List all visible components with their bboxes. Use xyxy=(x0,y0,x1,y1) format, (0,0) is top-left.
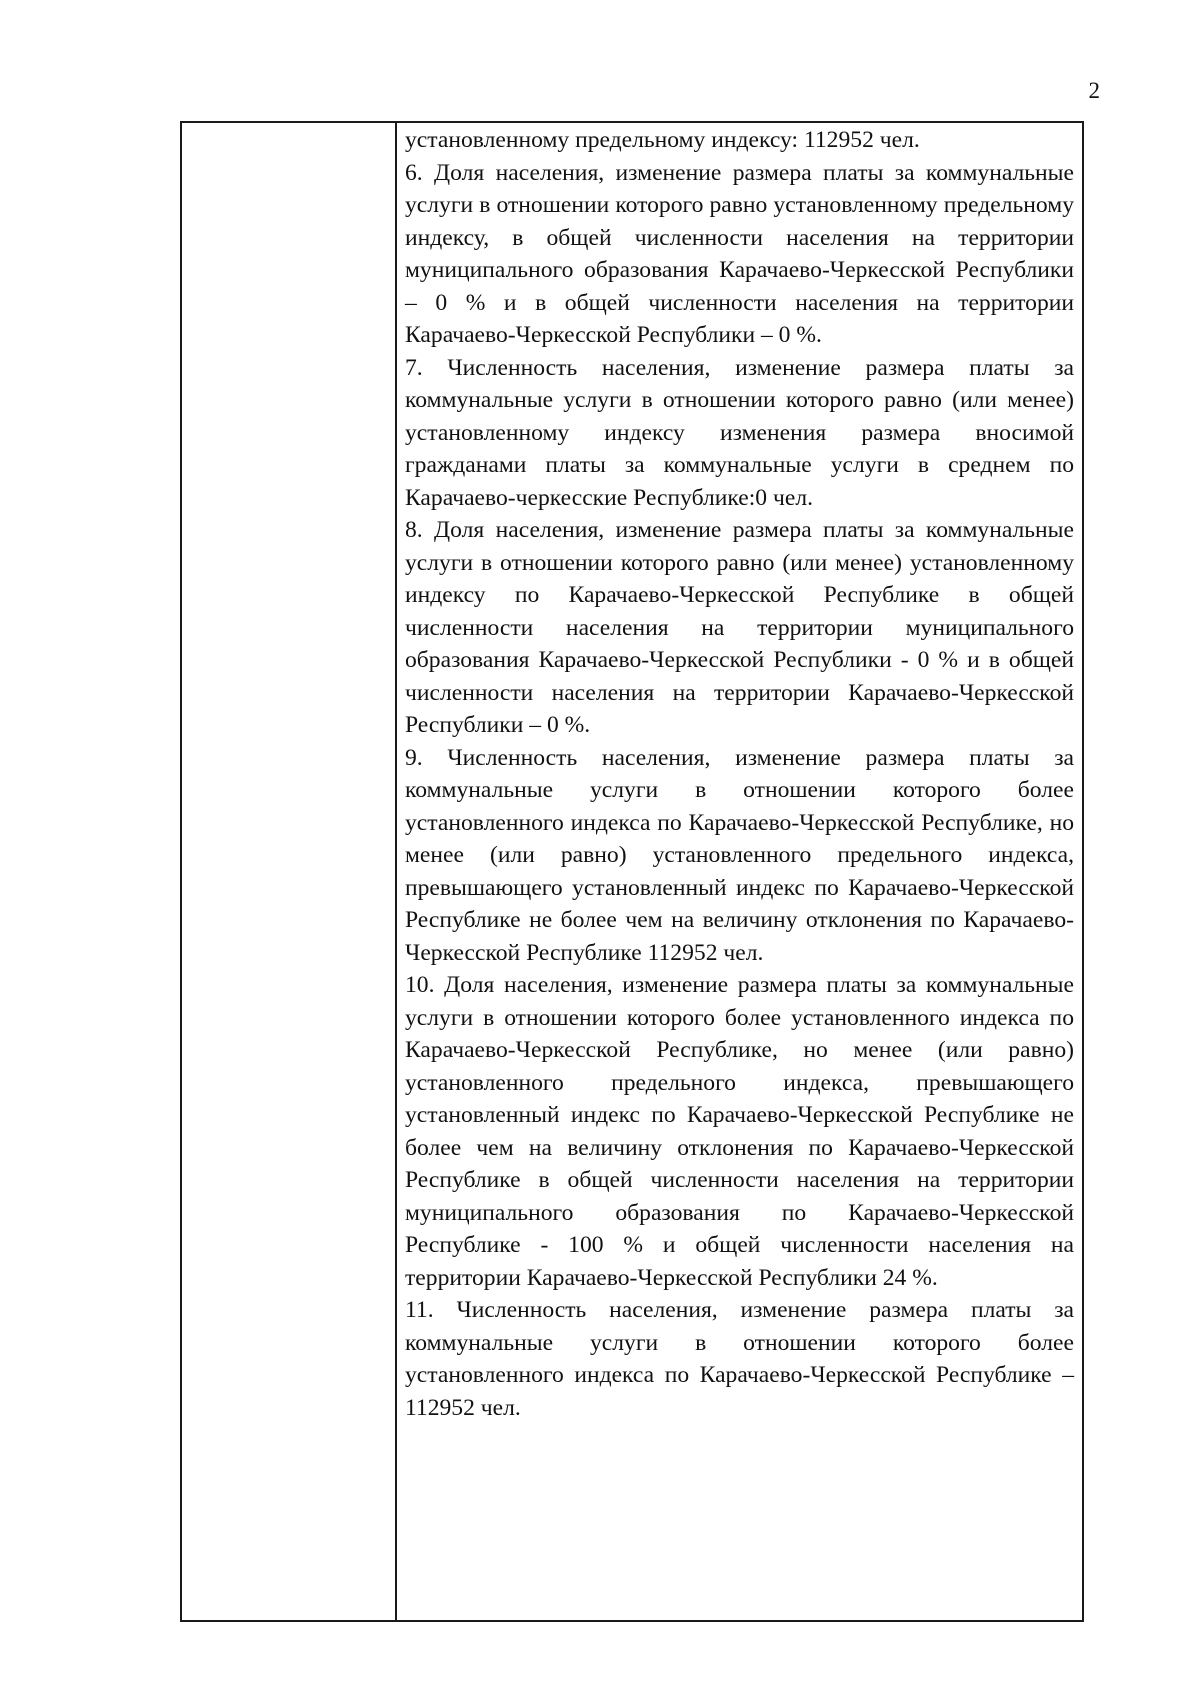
paragraph-item-7: 7. Численность населения, изменение размера платы за коммунальные услуги в отношении которого равно (или менее) установленному индексу изменения размера вносимой гражданами платы за коммунальные услуги в среднем по Карачаево-черкесские Республике:0 чел. xyxy=(405,354,1074,511)
paragraph-item-9: 9. Численность населения, изменение размера платы за коммунальные услуги в отношении которого более установленного индекса по Карачаево-Черкесской Республике, но менее (или равно) установленного предельного индекса, превышающего установленный индекс по Карачаево-Черкесской Республике не более чем на величину отклонения по Карачаево-Черкесской Республике 112952 чел. xyxy=(405,744,1074,966)
paragraph-item-8: 8. Доля населения, изменение размера платы за коммунальные услуги в отношении которого равно (или менее) установленному индексу по Карачаево-Черкесской Республике в общей численности населения на территории муниципального образования Карачаево-Черкесской Республики - 0 % и в общей численности населения на территории Карачаево-Черкесской Республики – 0 %. xyxy=(405,517,1074,738)
page-number: 2 xyxy=(1088,78,1100,103)
table-right-cell xyxy=(397,123,1082,1620)
paragraph-item-10: 10. Доля населения, изменение размера платы за коммунальные услуги в отношении которого более установленного индекса по Карачаево-Черкесской Республике, но менее (или равно) установленного предельного индекса, превышающего установленный индекс по Карачаево-Черкесской Республике не более чем на величину отклонения по Карачаево-Черкесской Республике в общей численности населения на территории муниципального образования по Карачаево-Черкесской Республике - 100 % и общей численности населения на территории Карачаево-Черкесской Республики 24 %. xyxy=(405,972,1074,1291)
paragraph-continuation: установленному предельному индексу: 112952 чел. xyxy=(405,127,920,153)
document-table xyxy=(180,121,1084,1622)
paragraph-item-6: 6. Доля населения, изменение размера платы за коммунальные услуги в отношении которого равно установленному предельному индексу, в общей численности населения на территории муниципального образования Карачаево-Черкесской Республики – 0 % и в общей численности населения на территории Карачаево-Черкесской Республики – 0 %. xyxy=(405,159,1074,348)
paragraph-item-11: 11. Численность населения, изменение размера платы за коммунальные услуги в отношении которого более установленного индекса по Карачаево-Черкесской Республике – 112952 чел. xyxy=(405,1297,1074,1421)
table-left-cell xyxy=(182,123,397,1620)
